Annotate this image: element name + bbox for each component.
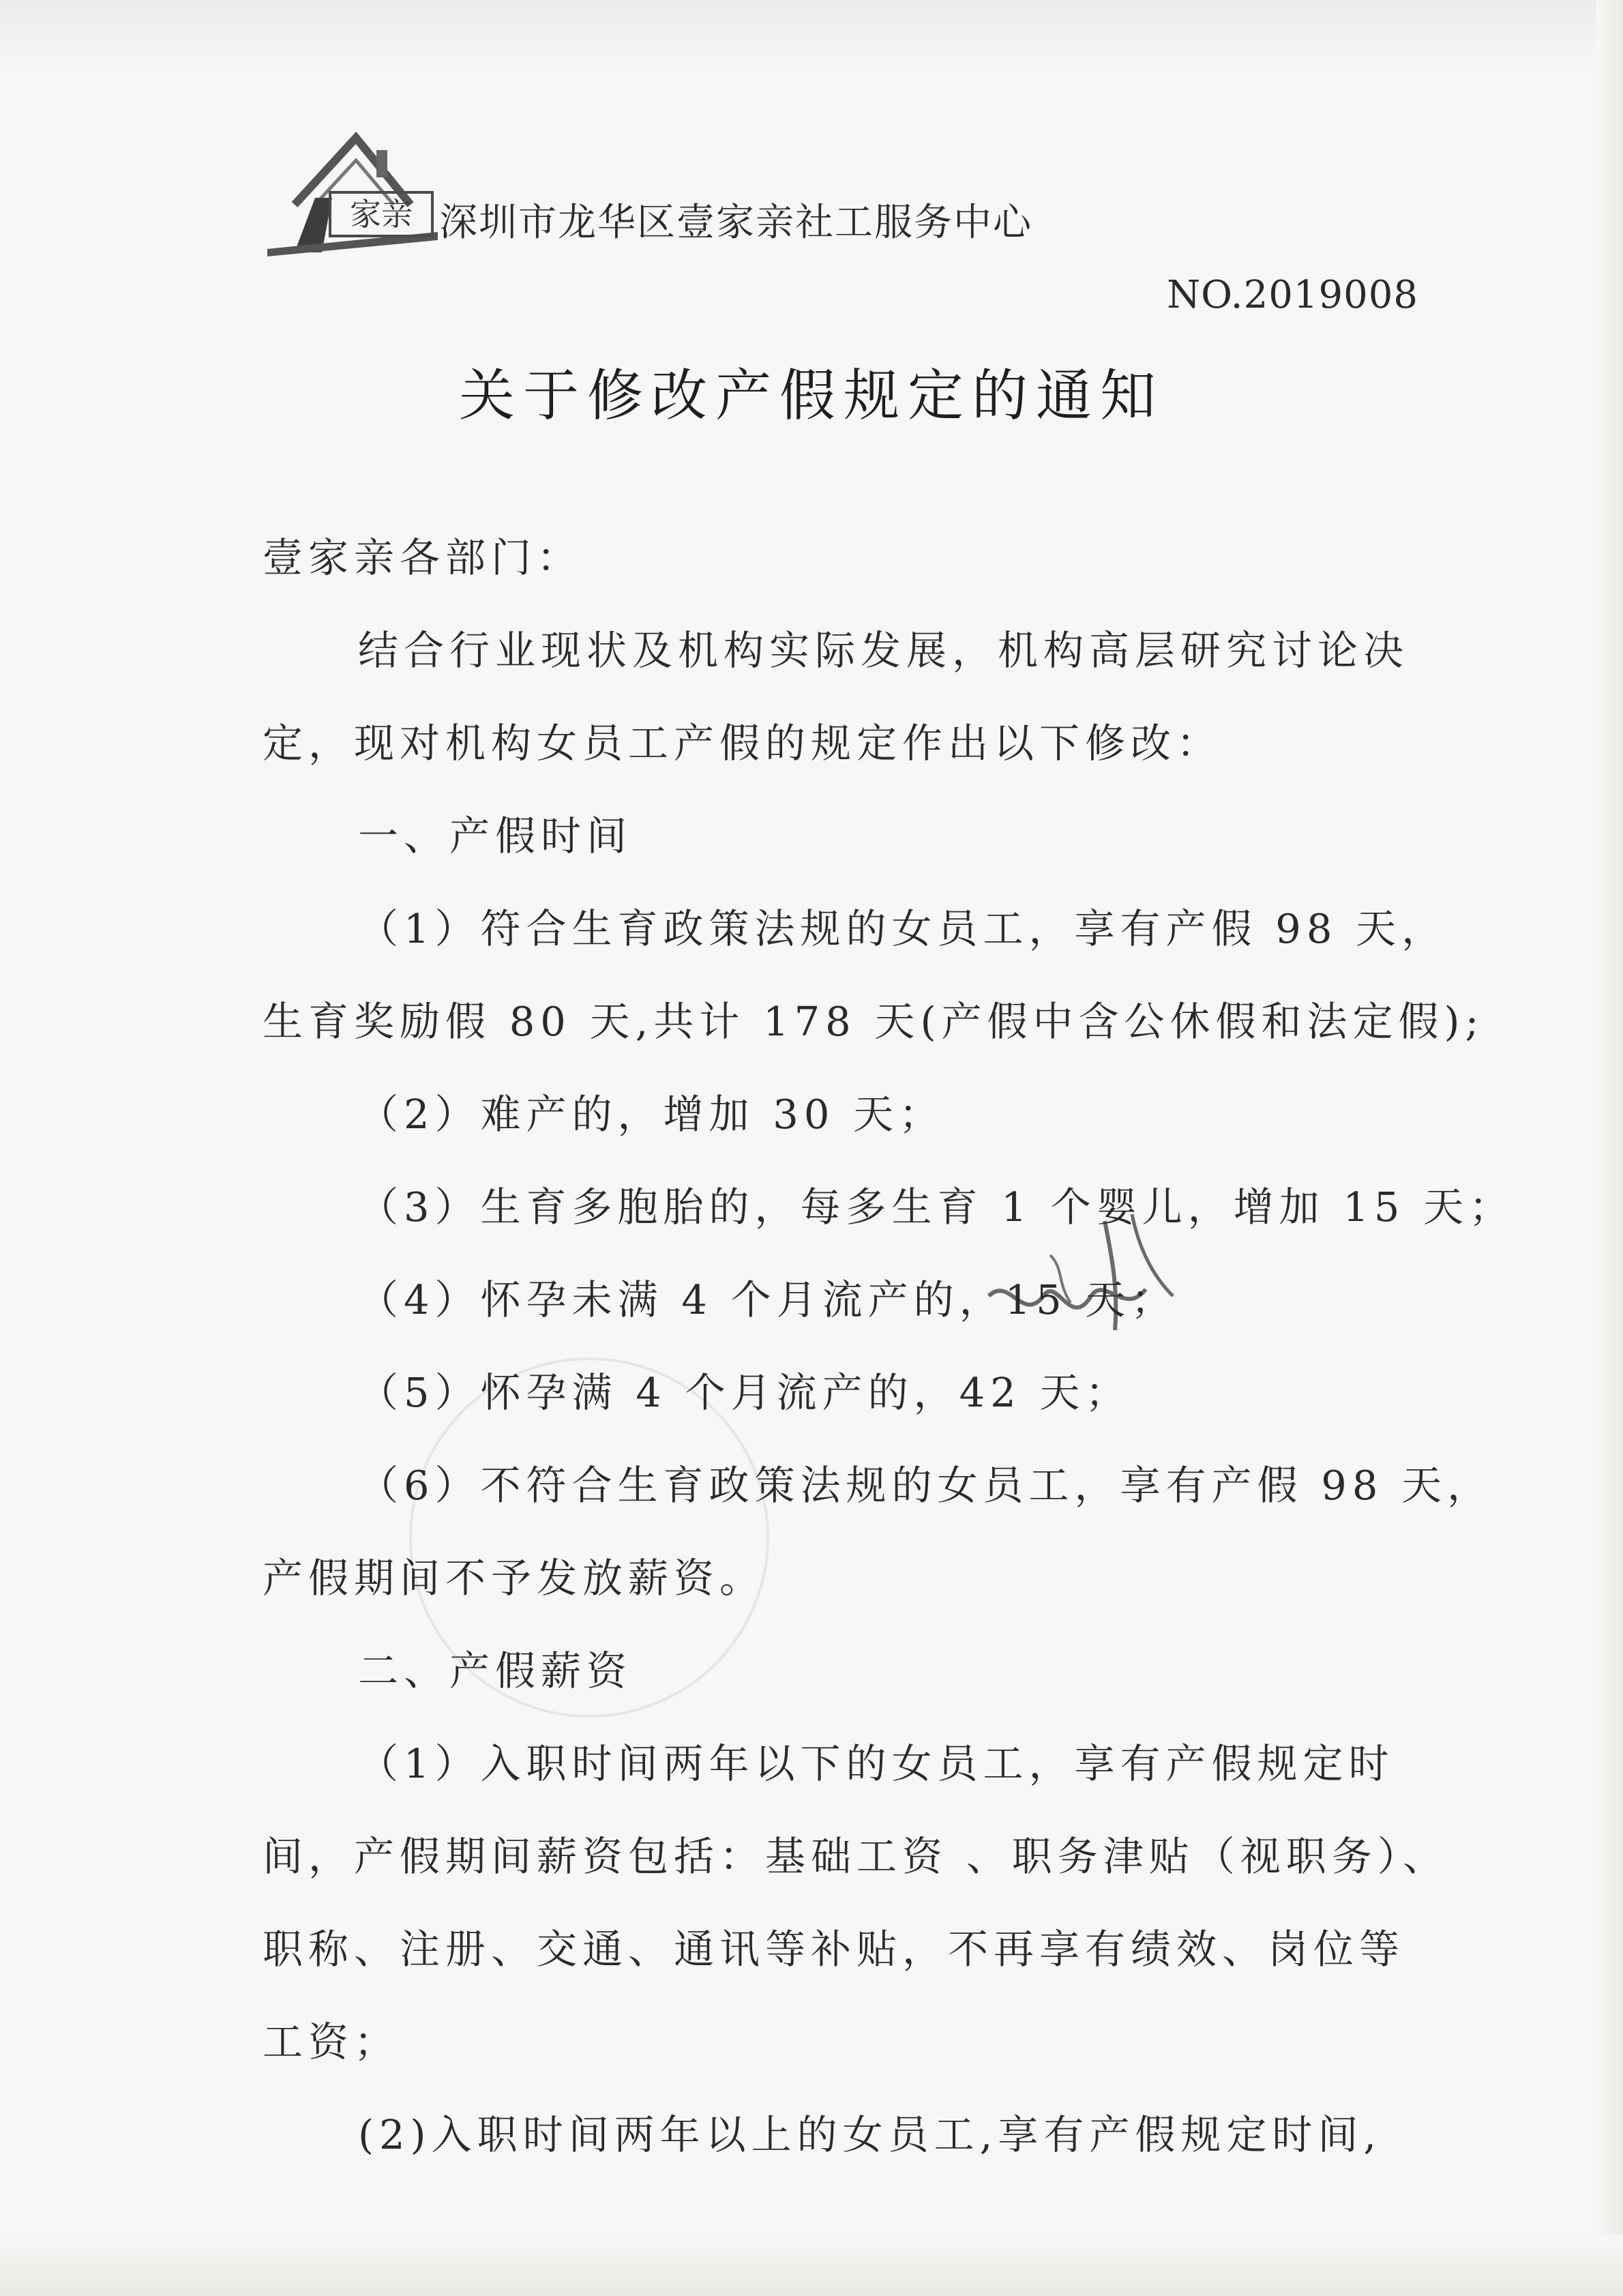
intro-line: 结合行业现状及机构实际发展，机构高层研究讨论决 [358, 627, 1410, 674]
section1-item-1-cont: 生育奖励假 80 天,共计 178 天(产假中含公休假和法定假); [263, 998, 1485, 1045]
section1-item-4: （4）怀孕未满 4 个月流产的，15 天； [358, 1276, 1177, 1323]
letterhead [267, 130, 1154, 259]
section1-item-5: （5）怀孕满 4 个月流产的，42 天； [358, 1369, 1131, 1416]
section2-item-1-cont: 间，产假期间薪资包括：基础工资 、职务津贴（视职务）、 [263, 1833, 1449, 1880]
scan-right-shadow [1596, 0, 1623, 2296]
scan-top-shadow [0, 0, 1623, 75]
section1-item-2: （2）难产的，增加 30 天； [358, 1091, 945, 1138]
document-number: NO.2019008 [1167, 273, 1418, 317]
organization-name: 深圳市龙华区壹家亲社工服务中心 [439, 201, 1032, 245]
section1-item-6: （6）不符合生育政策法规的女员工，享有产假 98 天， [358, 1462, 1493, 1509]
section-heading: 二、产假薪资 [358, 1647, 633, 1694]
intro-line: 定，现对机构女员工产假的规定作出以下修改： [263, 720, 1223, 767]
house-logo-icon [267, 130, 451, 259]
document-body [263, 512, 1515, 2181]
section1-item-3: （3）生育多胞胎的，每多生育 1 个婴儿，增加 15 天； [358, 1183, 1515, 1231]
section1-item-1: （1）符合生育政策法规的女员工，享有产假 98 天， [358, 905, 1448, 952]
section2-item-1: （1）入职时间两年以下的女员工，享有产假规定时 [358, 1740, 1395, 1787]
section2-item-2: (2)入职时间两年以上的女员工,享有产假规定时间, [358, 2111, 1382, 2158]
section2-item-1-cont: 工资； [263, 2018, 400, 2065]
section1-item-6-cont: 产假期间不予发放薪资。 [263, 1555, 766, 1602]
salutation: 壹家亲各部门： [263, 534, 583, 581]
document-title: 关于修改产假规定的通知 [458, 364, 1164, 428]
logo-text: 家亲 [350, 196, 413, 233]
section2-item-1-cont: 职称、注册、交通、通讯等补贴，不再享有绩效、岗位等 [263, 1926, 1405, 1973]
section-heading: 一、产假时间 [358, 812, 633, 859]
scan-bottom-shadow [0, 2235, 1623, 2296]
